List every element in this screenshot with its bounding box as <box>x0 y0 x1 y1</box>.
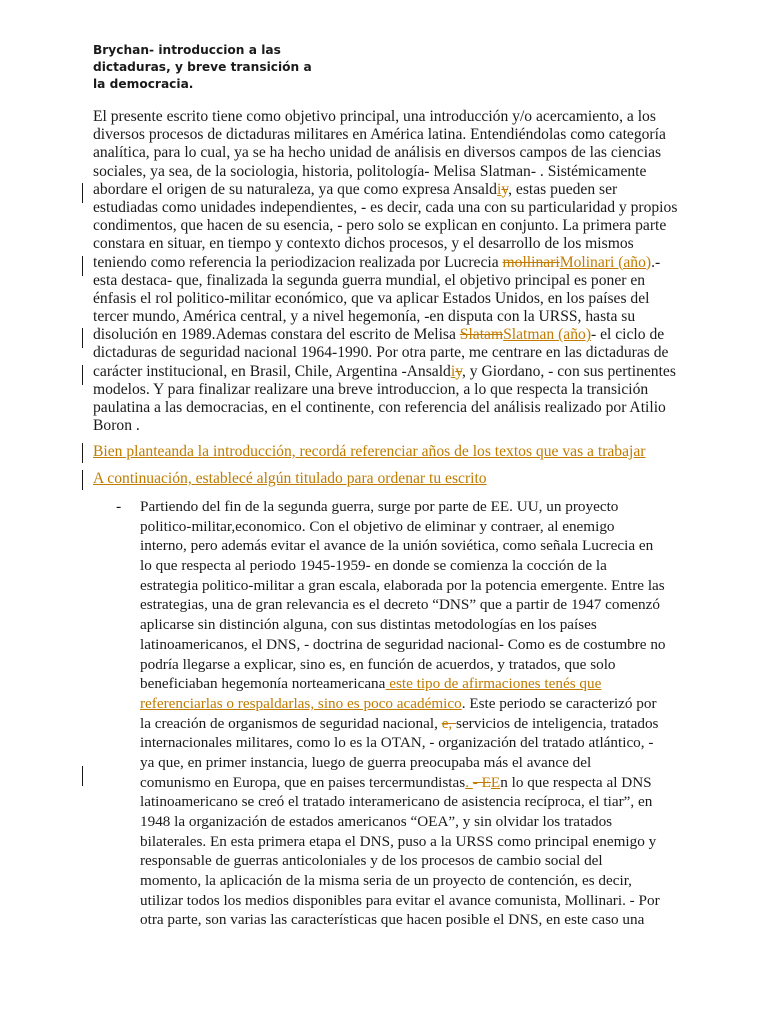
text-run: abordare el origen de su naturaleza, ya que como expresa Ansald <box>93 180 497 198</box>
text-line <box>140 694 660 714</box>
tracked-insertion: E <box>490 773 501 791</box>
text-line: responsable de guerras anticoloniales y de los procesos de cambio social del <box>140 852 603 870</box>
text-run: beneficiaban hegemonía norteamericana <box>140 675 386 693</box>
change-bar <box>82 183 83 203</box>
text-line <box>140 714 660 734</box>
text-line: utilizar todos los medios disponibles para evitar el avance comunista, Mollinari. - Por <box>140 891 660 909</box>
text-run: n lo que respecta al DNS <box>500 773 652 791</box>
text-run: , y Giordano, - con sus pertinentes <box>461 362 676 380</box>
text-line <box>140 674 660 694</box>
text-line: podría llegarse a explicar, sino es, en función de acuerdos, y tratados, que solo <box>140 655 616 673</box>
text-run: . Este periodo se caracterizó por <box>461 694 657 712</box>
tracked-deletion: y <box>501 180 509 198</box>
text-run: , estas pueden ser <box>508 180 618 198</box>
text-line: tercer mundo, América central, y a nivel hegemonía, -en disputa con la URSS, hasta su <box>93 308 636 326</box>
text-line: constara en situar, en tiempo y contexto dichos procesos, y el desarrollo de los mismos <box>93 235 634 253</box>
text-line: modelos. Y para finalizar realizare una breve introduccion, a lo que respecta la transición <box>93 380 649 398</box>
tracked-insertion: este tipo de afirmaciones tenés que <box>385 675 602 693</box>
tracked-deletion: - E <box>472 773 491 791</box>
tracked-insertion: Slatman (año) <box>503 326 592 344</box>
text-run: .- <box>651 253 661 271</box>
title-line: Brychan- introduccion a las <box>93 43 281 57</box>
text-line: paulatina a las democracias, en el continente, con referencia del análisis realizado por Atilio <box>93 399 666 416</box>
tracked-insertion: referenciarlas o respaldarlas, sino es poco académico <box>140 694 462 712</box>
change-bar <box>82 328 83 348</box>
change-bar <box>82 365 83 385</box>
text-line: ya que, en primer instancia, luego de guerra preocupaba más el avance del <box>140 753 592 771</box>
text-line: diversos procesos de dictaduras militares en América latina. Entendiéndolas como categoría <box>93 126 666 144</box>
text-line <box>93 362 676 381</box>
title-line: dictaduras, y breve transición a <box>93 60 312 74</box>
text-line: latinoamericano se creó el tratado interamericano de asistencia recíproca, el tiar”, en <box>140 793 653 811</box>
text-line: 1948 la organización de estados americanos “OEA”, y sin olvidar los tratados <box>140 813 613 830</box>
text-line: esta destaca- que, finalizada la segunda guerra mundial, el objetivo principal es poner en <box>93 271 646 289</box>
text-line: condimentos, que hacen de su esencia, - pero solo se explican en conjunto. La primera parte <box>93 217 667 235</box>
text-line: Boron . <box>93 417 140 435</box>
text-line: aplicarse sin distinción alguna, con sus distintas metodologías en los países <box>140 616 597 634</box>
text-line: bilaterales. En esta primera etapa el DNS, puso a la URSS como principal enemigo y <box>140 832 657 850</box>
text-run: - el ciclo de <box>591 326 665 344</box>
change-bar <box>82 766 83 786</box>
tracked-insertion: . <box>465 773 473 791</box>
text-line: estrategias, una de gran relevancia es el decreto “DNS” que a partir de 1947 comenzó <box>140 596 660 614</box>
text-line <box>93 253 661 272</box>
tracked-deletion: mollinari <box>502 253 560 271</box>
text-line: analítica, para lo cual, ya se ha hecho unidad de análisis en diversos campos de las ciencias <box>93 144 662 162</box>
document-title <box>93 42 333 93</box>
text-run: disolución en 1989.Ademas constara del escrito de Melisa <box>93 326 460 344</box>
tracked-insertion: Molinari (año) <box>559 253 652 271</box>
tracked-deletion: e, <box>441 714 457 732</box>
text-line: estudiadas como unidades independientes, - es decir, cada una con su particularidad y propios <box>93 198 678 216</box>
text-run: la creación de organismos de seguridad nacional, <box>140 714 442 732</box>
tracked-deletion: y <box>455 362 462 380</box>
title-line: la democracia. <box>93 77 194 91</box>
tracked-deletion: Slatam <box>459 326 504 344</box>
review-comment[interactable]: A continuación, establecé algún titulado para ordenar tu escrito <box>93 470 487 487</box>
text-line: Partiendo del fin de la segunda guerra, surge por parte de EE. UU, un proyecto <box>140 498 619 515</box>
text-line: otra parte, son varias las características que hacen posible el DNS, en este caso una <box>140 911 645 929</box>
text-line: estrategia politico-militar a gran escala, elaborada por la potencia emergente. Entre las <box>140 576 665 594</box>
list-bullet: - <box>116 498 122 515</box>
text-run: servicios de inteligencia, tratados <box>456 714 659 732</box>
text-line: El presente escrito tiene como objetivo principal, una introducción y/o acercamiento, a los <box>93 108 656 125</box>
text-line: lo que respecta al periodo 1945-1959- en donde se comienza la cocción de la <box>140 557 607 575</box>
list-item <box>140 497 666 930</box>
text-line: sociales, ya sea, de la sociologia, historia, politología- Melisa Slatman- . Sistémicamente <box>93 162 647 180</box>
tracked-insertion: i <box>496 180 502 198</box>
text-line: internacionales militares, como lo es la OTAN, - organización del tratado atlántico, - <box>140 734 654 752</box>
text-line <box>140 773 660 793</box>
change-bar <box>82 470 83 490</box>
text-line: momento, la aplicación de la misma seria de un proyecto de contención, es decir, <box>140 872 632 890</box>
change-bar <box>82 443 83 463</box>
text-line <box>93 181 653 199</box>
text-line: dictaduras de seguridad nacional 1964-1990. Por otra parte, me centrare en las dictaduras de <box>93 344 669 362</box>
text-line: politico-militar,economico. Con el objetivo de eliminar y contraer, al enemigo <box>140 517 615 535</box>
change-bar <box>82 256 83 276</box>
text-line <box>93 326 665 344</box>
review-comment[interactable]: Bien planteanda la introducción, recordá referenciar años de los textos que vas a trabajar <box>93 443 646 460</box>
intro-paragraph <box>93 108 678 435</box>
text-run: comunismo en Europa, que en paises tercermundistas <box>140 773 466 791</box>
text-run: teniendo como referencia la periodizacion realizada por Lucrecia <box>93 253 503 271</box>
text-line: latinoamericanos, el DNS, - doctrina de seguridad nacional- Como es de costumbre no <box>140 635 666 653</box>
text-line: interno, pero además evitar el avance de la unión soviética, como señala Lucrecia en <box>140 537 654 555</box>
text-line: énfasis el rol politico-militar económico, que va aplicar Estados Unidos, en los países del <box>93 289 650 307</box>
text-run: carácter institucional, en Brasil, Chile, Argentina -Ansald <box>93 362 451 380</box>
tracked-insertion: i <box>450 362 456 380</box>
